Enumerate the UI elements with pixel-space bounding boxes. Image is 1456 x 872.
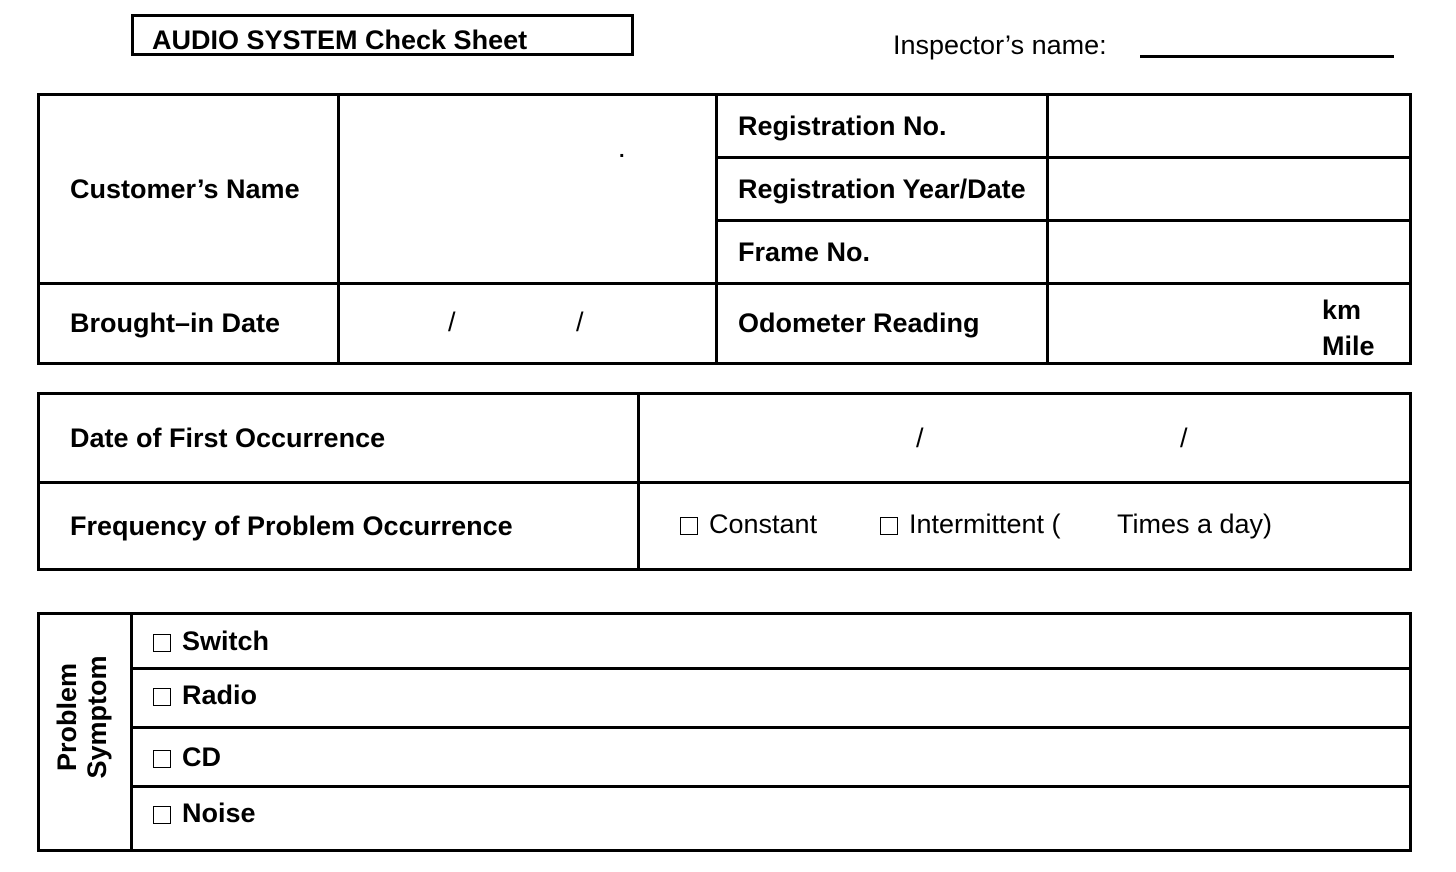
customer-name-value: . — [619, 140, 625, 162]
first-occurrence-label: Date of First Occurrence — [70, 422, 386, 453]
date-separator: / — [916, 423, 924, 453]
symptom-row-radio — [132, 669, 1411, 728]
symptom-table — [37, 612, 1412, 852]
date-separator: / — [448, 307, 456, 337]
odometer-reading-label: Odometer Reading — [738, 308, 980, 338]
frequency-options — [639, 483, 1411, 570]
title-box — [131, 14, 634, 56]
cd-option[interactable] — [153, 742, 221, 772]
switch-label: Switch — [182, 625, 270, 656]
intermittent-option[interactable] — [880, 509, 1061, 540]
constant-checkbox[interactable] — [680, 517, 698, 535]
customer-name-field[interactable] — [339, 95, 717, 284]
registration-no-label: Registration No. — [738, 110, 947, 141]
frame-no-field[interactable] — [1048, 221, 1411, 284]
noise-checkbox[interactable] — [153, 806, 171, 824]
constant-label: Constant — [709, 509, 818, 539]
customer-table — [37, 93, 1412, 365]
date-separator: / — [576, 307, 584, 337]
constant-option[interactable] — [680, 509, 817, 540]
registration-year-field[interactable] — [1048, 158, 1411, 221]
symptom-row-switch — [132, 614, 1411, 669]
noise-label: Noise — [182, 798, 256, 828]
registration-year-label: Registration Year/Date — [738, 173, 1026, 204]
frequency-label: Frequency of Problem Occurrence — [70, 510, 513, 541]
problem-symptom-label-line1: Problem — [52, 662, 82, 772]
first-occurrence-label-cell — [39, 394, 639, 483]
problem-symptom-label-line2: Symptom — [82, 655, 112, 779]
brought-in-date-label: Brought–in Date — [70, 308, 281, 338]
cd-checkbox[interactable] — [153, 750, 171, 768]
times-a-day-label: Times a day) — [1117, 509, 1273, 539]
odometer-label-cell — [717, 284, 1048, 364]
date-separator: / — [1180, 423, 1188, 453]
radio-option[interactable] — [153, 680, 257, 710]
unit-mile: Mile — [1322, 331, 1375, 361]
switch-checkbox[interactable] — [153, 634, 171, 652]
customer-name-label-cell — [39, 95, 339, 284]
frame-no-label-cell — [717, 221, 1048, 284]
brought-in-label-cell — [39, 284, 339, 364]
radio-label: Radio — [182, 680, 258, 710]
symptom-row-cd — [132, 728, 1411, 787]
registration-no-field[interactable] — [1048, 95, 1411, 158]
cd-label: CD — [182, 741, 221, 772]
symptom-row-noise — [132, 787, 1411, 851]
intermittent-label: Intermittent ( — [909, 509, 1061, 539]
inspector-name-field[interactable] — [1140, 55, 1394, 58]
problem-symptom-label-cell — [39, 614, 132, 851]
unit-km: km — [1322, 295, 1362, 325]
inspector-label: Inspector’s name: — [893, 30, 1107, 60]
odometer-reading-field[interactable] — [1048, 284, 1411, 364]
problem-symptom-label — [52, 617, 112, 817]
registration-year-label-cell — [717, 158, 1048, 221]
customer-name-label: Customer’s Name — [70, 173, 300, 204]
frame-no-label: Frame No. — [738, 236, 871, 267]
radio-checkbox[interactable] — [153, 688, 171, 706]
intermittent-checkbox[interactable] — [880, 517, 898, 535]
registration-no-label-cell — [717, 95, 1048, 158]
page-title: AUDIO SYSTEM Check Sheet — [152, 25, 528, 55]
noise-option[interactable] — [153, 798, 256, 828]
occurrence-table — [37, 392, 1412, 571]
frequency-label-cell — [39, 483, 639, 570]
first-occurrence-date-field[interactable] — [639, 394, 1411, 483]
switch-option[interactable] — [153, 626, 269, 656]
brought-in-date-field[interactable] — [339, 284, 717, 364]
